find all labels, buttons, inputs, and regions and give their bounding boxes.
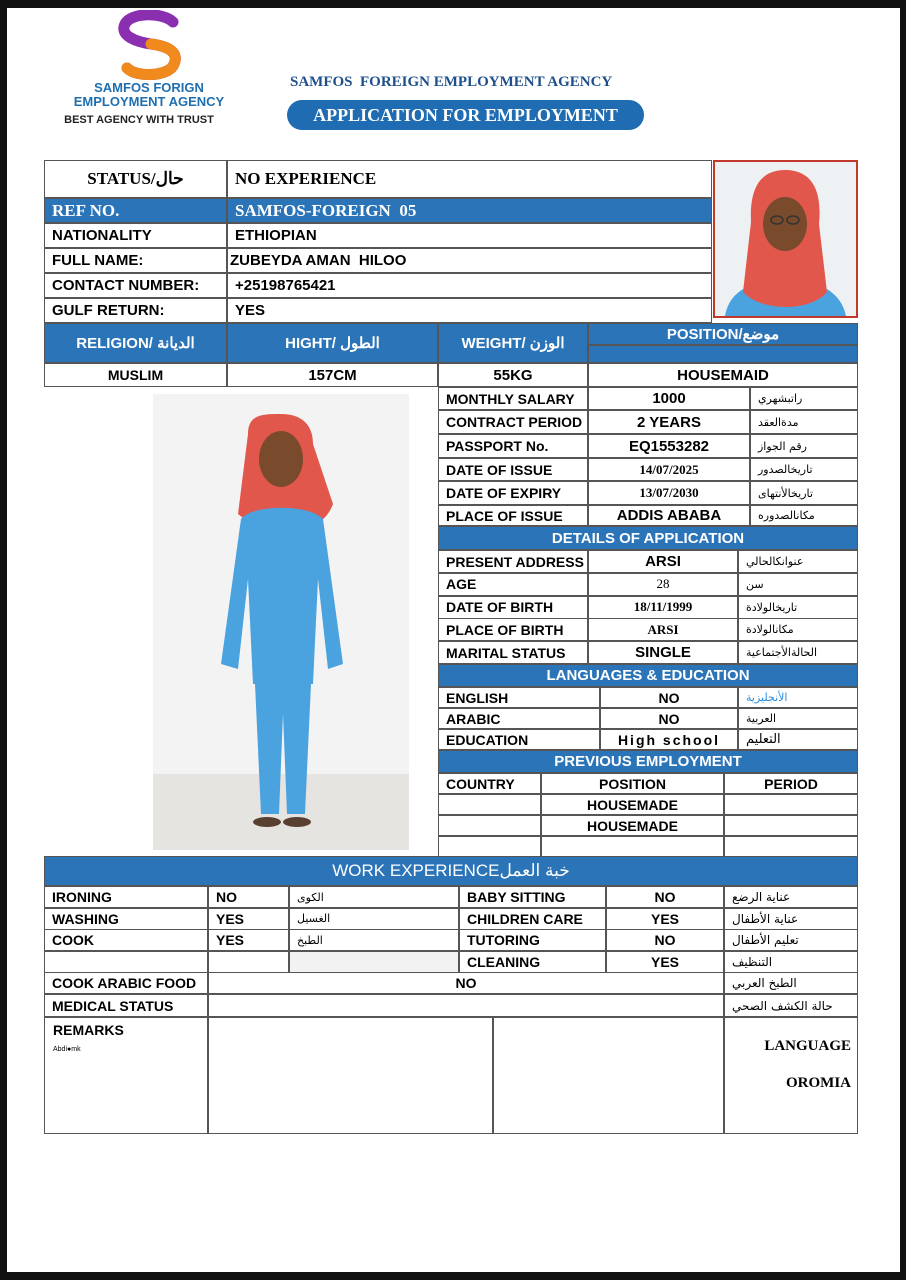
job-arabic: رقم الجواز: [750, 434, 858, 458]
detail-arabic: سن: [738, 573, 858, 596]
job-label: DATE OF EXPIRY: [438, 481, 588, 505]
nationality-value: ETHIOPIAN: [227, 223, 712, 248]
detail-arabic: الحالةالأجتماعية: [738, 641, 858, 664]
previous-cell: [438, 836, 541, 857]
headshot-photo: [713, 160, 858, 318]
job-label: MONTHLY SALARY: [438, 387, 588, 410]
work-skill-arabic: الطبخ: [289, 929, 459, 951]
job-arabic: مكانالصدوره: [750, 505, 858, 526]
language-arabic: العربية: [738, 708, 858, 729]
work-skill-label: BABY SITTING: [459, 886, 606, 908]
language-label: LANGUAGE: [764, 1038, 851, 1054]
job-value: EQ1553282: [588, 434, 750, 458]
work-skill-value: YES: [208, 908, 289, 930]
religion-value: MUSLIM: [44, 363, 227, 387]
agency-name: SAMFOS FOREIGN EMPLOYMENT AGENCY: [290, 74, 613, 90]
detail-arabic: عنوانكالحالي: [738, 550, 858, 573]
position-header-spacer: [588, 345, 858, 363]
work-skill-value: NO: [208, 886, 289, 908]
work-skill-arabic: الكوى: [289, 886, 459, 908]
application-form: [7, 8, 900, 1272]
work-skill-label: TUTORING: [459, 929, 606, 951]
job-value: 14/07/2025: [588, 458, 750, 481]
previous-cell: [724, 794, 858, 815]
weight-header: WEIGHT/ الوزن: [438, 323, 588, 363]
remarks-box: [44, 1017, 208, 1134]
work-skill-label: CHILDREN CARE: [459, 908, 606, 930]
previous-cell: [438, 815, 541, 836]
work-skill-value: YES: [606, 908, 724, 930]
language-arabic: الأنجليزية: [738, 687, 858, 708]
medical-label: MEDICAL STATUS: [44, 994, 208, 1017]
work-skill-value: NO: [606, 929, 724, 951]
job-value: 1000: [588, 387, 750, 410]
position-header: POSITION/موضع: [588, 323, 858, 345]
form-title: APPLICATION FOR EMPLOYMENT: [287, 100, 644, 130]
language-label: ARABIC: [438, 708, 600, 729]
work-skill-label: IRONING: [44, 886, 208, 908]
language-value: NO: [600, 687, 738, 708]
job-arabic: مدةالعقد: [750, 410, 858, 434]
fullname-value: ZUBEYDA AMAN HILOO: [227, 248, 712, 273]
details-title: DETAILS OF APPLICATION: [438, 526, 858, 550]
weight-value: 55KG: [438, 363, 588, 387]
agency-logo: [39, 10, 259, 135]
previous-header: PERIOD: [724, 773, 858, 794]
work-skill-arabic: عناية الرضع: [724, 886, 858, 908]
languages-title: LANGUAGES & EDUCATION: [438, 664, 858, 687]
detail-value: ARSI: [588, 618, 738, 641]
previous-cell: [438, 794, 541, 815]
detail-value: 28: [588, 573, 738, 596]
language-arabic: التعليم: [738, 729, 858, 750]
job-arabic: تاريخالصدور: [750, 458, 858, 481]
language-value: High school: [600, 729, 738, 750]
language-label: ENGLISH: [438, 687, 600, 708]
status-value: NO EXPERIENCE: [227, 160, 712, 198]
ref-label: REF NO.: [44, 198, 227, 223]
language-value: OROMIA: [786, 1075, 851, 1091]
previous-cell: [541, 836, 724, 857]
job-label: PLACE OF ISSUE: [438, 505, 588, 526]
detail-label: PLACE OF BIRTH: [438, 618, 588, 641]
position-value: HOUSEMAID: [588, 363, 858, 387]
logo-line2: EMPLOYMENT AGENCY: [73, 94, 225, 109]
arabic-food-value: NO: [208, 972, 724, 994]
work-skill-value: YES: [208, 929, 289, 951]
previous-cell: HOUSEMADE: [541, 815, 724, 836]
ref-value: SAMFOS-FOREIGN 05: [227, 198, 712, 223]
logo-line1: SAMFOS FORIGN: [94, 80, 204, 95]
job-value: ADDIS ABABA: [588, 505, 750, 526]
previous-cell: [724, 836, 858, 857]
previous-title: PREVIOUS EMPLOYMENT: [438, 750, 858, 773]
work-title: WORK EXPERIENCEخبة العمل: [44, 856, 858, 886]
detail-value: SINGLE: [588, 641, 738, 664]
work-skill-arabic: الغسيل: [289, 908, 459, 930]
arabic-food-label: COOK ARABIC FOOD: [44, 972, 208, 994]
job-value: 13/07/2030: [588, 481, 750, 505]
language-box: [724, 1017, 858, 1134]
job-label: PASSPORT No.: [438, 434, 588, 458]
detail-value: 18/11/1999: [588, 596, 738, 619]
full-body-photo: [153, 394, 409, 850]
contact-label: CONTACT NUMBER:: [44, 273, 227, 298]
work-skill-arabic: التنظيف: [724, 951, 858, 973]
detail-label: MARITAL STATUS: [438, 641, 588, 664]
work-skill-arabic: عناية الأطفال: [724, 908, 858, 930]
job-value: 2 YEARS: [588, 410, 750, 434]
detail-label: AGE: [438, 573, 588, 596]
work-skill-value: YES: [606, 951, 724, 973]
remarks-cell-3: [493, 1017, 724, 1134]
gulf-value: YES: [227, 298, 712, 323]
fullname-label: FULL NAME:: [44, 248, 227, 273]
arabic-food-ar: الطبخ العربي: [724, 972, 858, 994]
job-arabic: راتبشهري: [750, 387, 858, 410]
work-skill-label: [44, 951, 208, 973]
previous-cell: [724, 815, 858, 836]
remarks-label: REMARKS: [53, 1022, 124, 1038]
language-value: NO: [600, 708, 738, 729]
work-skill-arabic: تعليم الأطفال: [724, 929, 858, 951]
height-value: 157CM: [227, 363, 438, 387]
detail-label: PRESENT ADDRESS: [438, 550, 588, 573]
status-label: STATUS/حال: [44, 160, 227, 198]
work-skill-arabic: [289, 951, 459, 973]
contact-value: +25198765421: [227, 273, 712, 298]
previous-header: POSITION: [541, 773, 724, 794]
detail-value: ARSI: [588, 550, 738, 573]
work-skill-label: COOK: [44, 929, 208, 951]
work-skill-label: WASHING: [44, 908, 208, 930]
medical-value: [208, 994, 724, 1017]
job-arabic: تاريخالأنتهاى: [750, 481, 858, 505]
gulf-label: GULF RETURN:: [44, 298, 227, 323]
logo-s-icon: [111, 10, 191, 80]
work-skill-value: NO: [606, 886, 724, 908]
work-skill-value: [208, 951, 289, 973]
previous-cell: HOUSEMADE: [541, 794, 724, 815]
job-label: CONTRACT PERIOD: [438, 410, 588, 434]
work-skill-label: CLEANING: [459, 951, 606, 973]
logo-tagline: BEST AGENCY WITH TRUST: [64, 114, 214, 126]
remarks-cell-2: [208, 1017, 493, 1134]
remarks-note: Abdi●mk: [53, 1046, 81, 1053]
detail-label: DATE OF BIRTH: [438, 596, 588, 619]
previous-header: COUNTRY: [438, 773, 541, 794]
medical-ar: حالة الكشف الصحي: [724, 994, 858, 1017]
language-label: EDUCATION: [438, 729, 600, 750]
detail-arabic: تاريخالولادة: [738, 596, 858, 619]
nationality-label: NATIONALITY: [44, 223, 227, 248]
height-header: HIGHT/ الطول: [227, 323, 438, 363]
detail-arabic: مكانالولادة: [738, 618, 858, 641]
religion-header: RELIGION/ الديانة: [44, 323, 227, 363]
job-label: DATE OF ISSUE: [438, 458, 588, 481]
